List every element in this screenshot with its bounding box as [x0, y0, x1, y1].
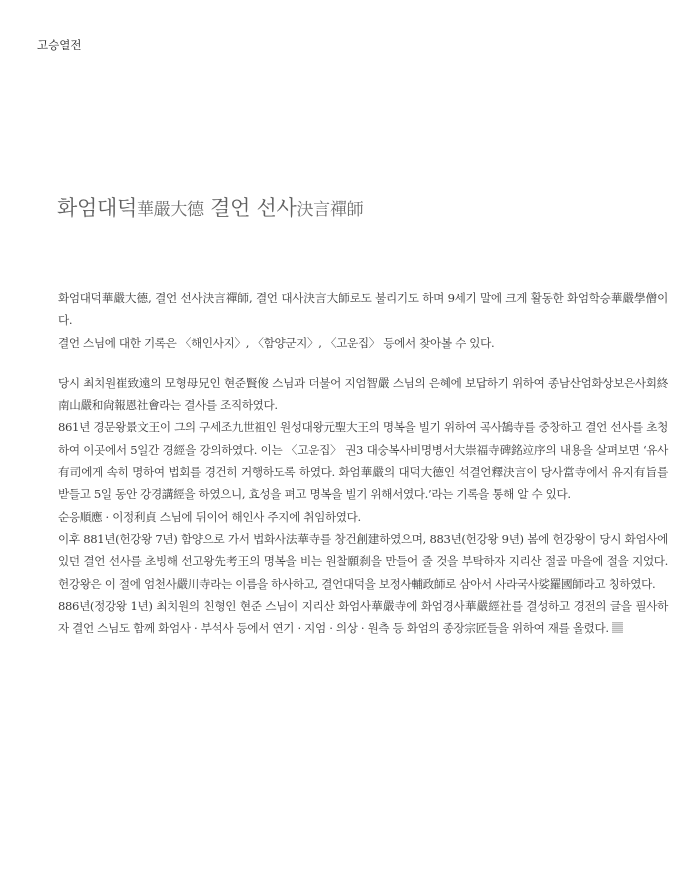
title-korean-name: 결언 선사: [203, 196, 297, 220]
paragraph-881: 이후 881년(헌강왕 7년) 함양으로 가서 법화사法華寺를 창건創建하였으며, 883년(헌강왕 9년) 봄에 헌강왕이 당시 화엄사에 있던 결언 선사를 초빙해 선고왕先考王의 명복을 비는 원찰願刹을 만들어 줄 것을 부탁하자 지리산 절골 마을에 절을 지었다. 헌강왕은 이 절에 엄천사嚴川寺라는 이름을 하사하고, 결언대덕을 보정사輔政師로 삼아서 사라국사娑羅國師라고 칭하였다.: [58, 531, 668, 591]
running-header: 고승열전: [37, 38, 82, 52]
title-hanja-name: 決言禪師: [296, 200, 364, 220]
article-body: [58, 287, 668, 639]
paragraph-intro: 화엄대덕華嚴大德, 결언 선사決言禪師, 결언 대사決言大師로도 불리기도 하며 9세기 말에 크게 활동한 화엄학승華嚴學僧이다.: [58, 291, 668, 328]
paragraph-sources: 결언 스님에 대한 기록은 〈해인사지〉, 〈함양군지〉, 〈고운집〉 등에서 찾아볼 수 있다.: [58, 335, 495, 350]
end-of-article-mark: [612, 622, 623, 633]
paragraph-886-text: 886년(정강왕 1년) 최치원의 친형인 현준 스님이 지리산 화엄사華嚴寺에 화엄경사華嚴經社를 결성하고 경전의 글을 필사하자 결언 스님도 함께 화엄사 · 부석사 등에서 연기 · 지엄 · 의상 · 원측 등 화엄의 종장宗匠들을 위하여 재를 올렸다.: [58, 598, 668, 636]
article-title: [57, 192, 363, 222]
paragraph-861: 861년 경문왕景文王이 그의 구세조九世祖인 원성대왕元聖大王의 명복을 빌기 위하여 곡사鵠寺를 중창하고 결언 선사를 초청하여 이곳에서 5일간 경經을 강의하였다. 이는 〈고운집〉 권3 대숭복사비명병서大崇福寺碑銘竝序의 내용을 살펴보면 ‘유사有司에게 속히 명하여 법회를 경건히 거행하도록 하였다. 화엄華嚴의 대덕大德인 석결언釋決言이 당사當寺에서 유지有旨를 받들고 5일 동안 강경講經을 하였으니, 효성을 펴고 명복을 빌기 위해서였다.’라는 기록을 통해 알 수 있다.: [58, 420, 668, 502]
paragraph-886: [58, 595, 668, 640]
title-hanja: 華嚴大德: [136, 200, 204, 220]
paragraph-society: 당시 최치원崔致遠의 모형母兄인 현준賢俊 스님과 더불어 지엄智嚴 스님의 은혜에 보답하기 위하여 종남산엄화상보은사회終南山嚴和尙報恩社會라는 결사를 조직하였다.: [58, 375, 668, 413]
paragraph-haeinsa: 순응順應 · 이정利貞 스님에 뒤이어 해인사 주지에 취임하였다.: [58, 509, 361, 524]
title-korean: 화엄대덕: [57, 196, 137, 220]
